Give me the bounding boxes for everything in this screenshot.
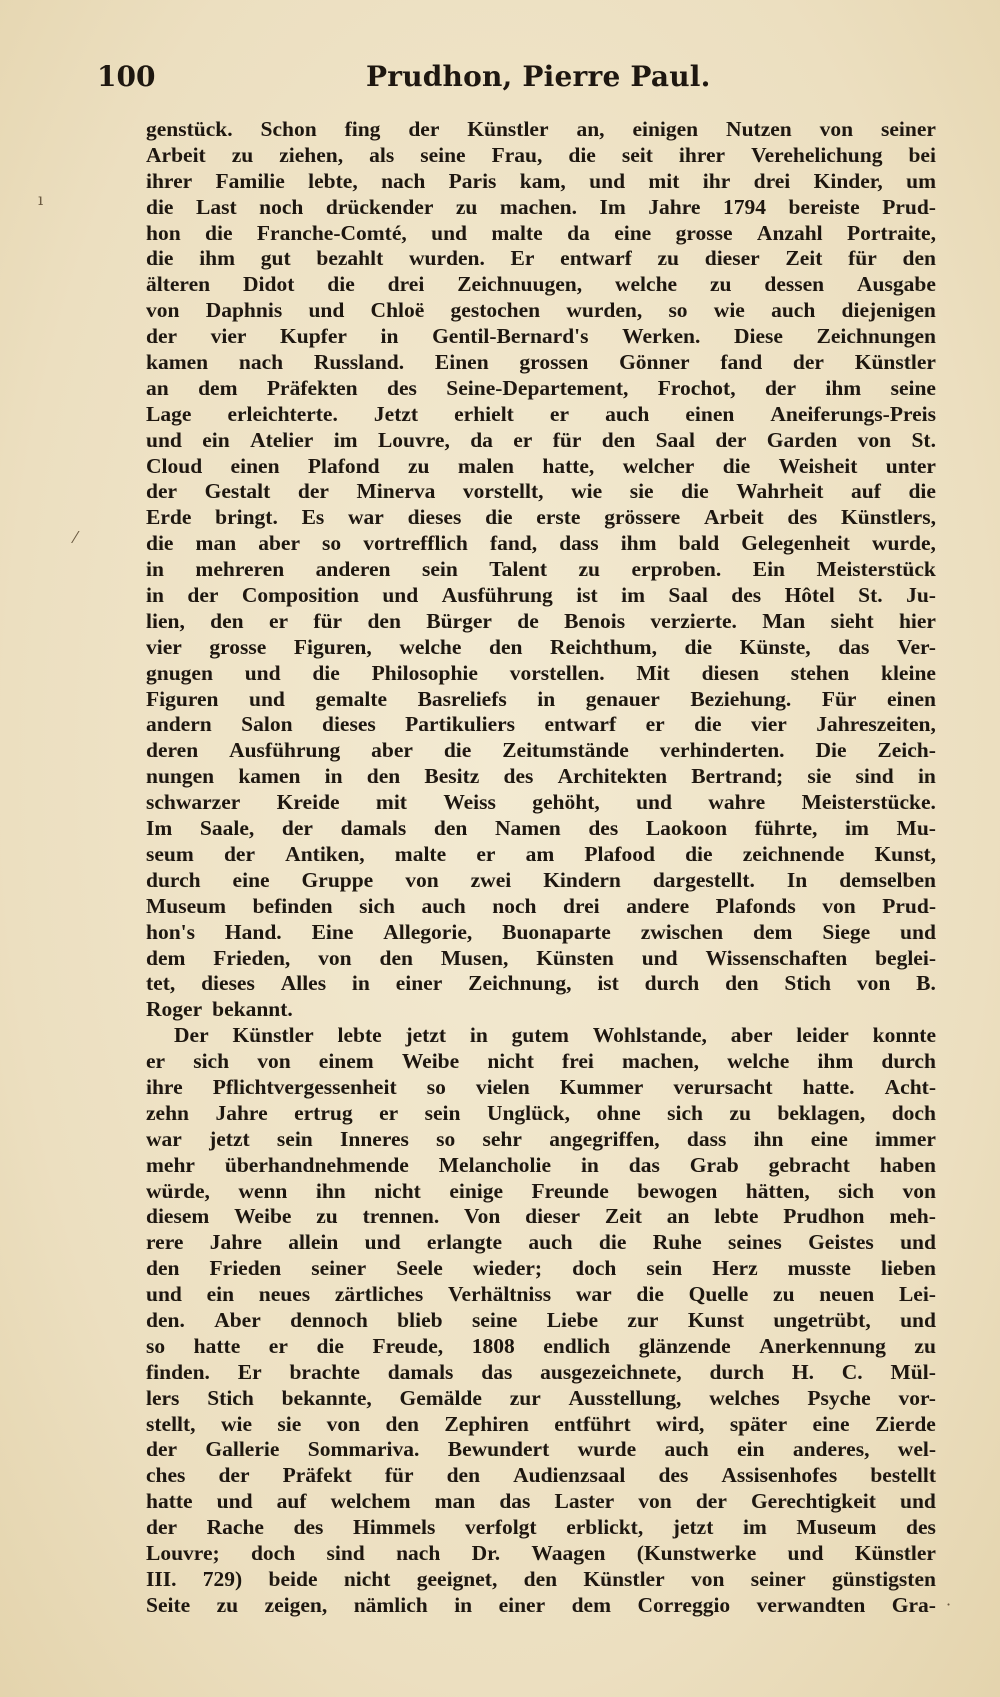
body-text <box>146 117 936 1619</box>
text-line: lers Stich bekannte, Gemälde zur Ausstellung, welches Psyche vor- <box>146 1385 936 1410</box>
text-line: in der Composition und Ausführung ist im Saal des Hôtel St. Ju- <box>146 583 936 608</box>
running-head: Prudhon, Pierre Paul. <box>366 60 711 93</box>
text-line: durch eine Gruppe von zwei Kindern dargestellt. In demselben <box>146 867 936 892</box>
text-line: Museum befinden sich auch noch drei andere Plafonds von Prud- <box>146 893 936 918</box>
text-line: III. 729) beide nicht geeignet, den Künstler von seiner günstigsten <box>146 1566 936 1591</box>
text-line: Figuren und gemalte Basreliefs in genauer Beziehung. Für einen <box>146 686 936 711</box>
text-line: der vier Kupfer in Gentil-Bernard's Werken. Diese Zeichnungen <box>146 324 936 349</box>
text-line: rere Jahre allein und erlangte auch die Ruhe seines Geistes und <box>146 1230 936 1255</box>
text-line: lien, den er für den Bürger de Benois verzierte. Man sieht hier <box>146 608 936 633</box>
text-line: tet, dieses Alles in einer Zeichnung, ist durch den Stich von B. <box>146 971 936 996</box>
text-line: die ihm gut bezahlt wurden. Er entwarf zu dieser Zeit für den <box>146 246 936 271</box>
text-line: gnugen und die Philosophie vorstellen. Mit diesen stehen kleine <box>146 660 936 685</box>
text-line: nungen kamen in den Besitz des Architekten Bertrand; sie sind in <box>146 764 936 789</box>
text-line: Seite zu zeigen, nämlich in einer dem Correggio verwandten Gra- <box>146 1592 936 1617</box>
text-line: andern Salon dieses Partikuliers entwarf er die vier Jahreszeiten, <box>146 712 936 737</box>
text-line: zehn Jahre ertrug er sein Unglück, ohne sich zu beklagen, doch <box>146 1100 936 1125</box>
text-line: und ein neues zärtliches Verhältniss war die Quelle zu neuen Lei- <box>146 1282 936 1307</box>
text-line: die man aber so vortrefflich fand, dass ihm bald Gelegenheit wurde, <box>146 531 936 556</box>
text-line: Roger bekannt. <box>146 997 293 1022</box>
text-line: so hatte er die Freude, 1808 endlich glänzende Anerkennung zu <box>146 1333 936 1358</box>
margin-mark: · <box>946 1595 952 1614</box>
text-line: ihrer Familie lebte, nach Paris kam, und mit ihr drei Kinder, um <box>146 168 936 193</box>
text-line: war jetzt sein Inneres so sehr angegriffen, dass ihn eine immer <box>146 1126 936 1151</box>
text-line: Cloud einen Plafond zu malen hatte, welcher die Weisheit unter <box>146 453 936 478</box>
text-line: hon die Franche-Comté, und malte da eine grosse Anzahl Portraite, <box>146 220 936 245</box>
text-line: Im Saale, der damals den Namen des Laokoon führte, im Mu- <box>146 816 936 841</box>
text-line: von Daphnis und Chloë gestochen wurden, so wie auch diejenigen <box>146 298 936 323</box>
text-line: deren Ausführung aber die Zeitumstände verhinderten. Die Zeich- <box>146 738 936 763</box>
text-line: Louvre; doch sind nach Dr. Waagen (Kunstwerke und Künstler <box>146 1540 936 1565</box>
margin-mark: ı <box>38 190 44 209</box>
text-line: schwarzer Kreide mit Weiss gehöht, und wahre Meisterstücke. <box>146 790 936 815</box>
text-line: Arbeit zu ziehen, als seine Frau, die seit ihrer Verehelichung bei <box>146 142 936 167</box>
text-line: er sich von einem Weibe nicht frei machen, welche ihm durch <box>146 1049 936 1074</box>
text-line: den Frieden seiner Seele wieder; doch sein Herz musste lieben <box>146 1256 936 1281</box>
text-line: seum der Antiken, malte er am Plafood die zeichnende Kunst, <box>146 841 936 866</box>
text-line: der Rache des Himmels verfolgt erblickt, jetzt im Museum des <box>146 1515 936 1540</box>
text-line: Lage erleichterte. Jetzt erhielt er auch einen Aneiferungs-Preis <box>146 401 936 426</box>
page-header <box>97 60 935 100</box>
text-line: hatte und auf welchem man das Laster von der Gerechtigkeit und <box>146 1489 936 1514</box>
text-line: in mehreren anderen sein Talent zu erproben. Ein Meisterstück <box>146 557 936 582</box>
text-line: ihre Pflichtvergessenheit so vielen Kummer verursacht hatte. Acht- <box>146 1074 936 1099</box>
text-line: genstück. Schon fing der Künstler an, einigen Nutzen von seiner <box>146 117 936 141</box>
text-line: vier grosse Figuren, welche den Reichthum, die Künste, das Ver- <box>146 634 936 659</box>
text-line: der Gestalt der Minerva vorstellt, wie sie die Wahrheit auf die <box>146 479 936 504</box>
text-line: hon's Hand. Eine Allegorie, Buonaparte zwischen dem Siege und <box>146 919 936 944</box>
text-line: Erde bringt. Es war dieses die erste grössere Arbeit des Künstlers, <box>146 505 936 530</box>
page-number: 100 <box>97 60 156 93</box>
text-line: ches der Präfekt für den Audienzsaal des Assisenhofes bestellt <box>146 1463 936 1488</box>
text-line: diesem Weibe zu trennen. Von dieser Zeit an lebte Prudhon meh- <box>146 1204 936 1229</box>
text-line: stellt, wie sie von den Zephiren entführt wird, später eine Zierde <box>146 1411 936 1436</box>
text-line: würde, wenn ihn nicht einige Freunde bewogen hätten, sich von <box>146 1178 936 1203</box>
text-line: kamen nach Russland. Einen grossen Gönner fand der Künstler <box>146 350 936 375</box>
text-line: den. Aber dennoch blieb seine Liebe zur Kunst ungetrübt, und <box>146 1307 936 1332</box>
text-line: die Last noch drückender zu machen. Im Jahre 1794 bereiste Prud- <box>146 194 936 219</box>
text-line: an dem Präfekten des Seine-Departement, Frochot, der ihm seine <box>146 375 936 400</box>
text-line: der Gallerie Sommariva. Bewundert wurde auch ein anderes, wel- <box>146 1437 936 1462</box>
text-line: dem Frieden, von den Musen, Künsten und Wissenschaften beglei- <box>146 945 936 970</box>
text-line: älteren Didot die drei Zeichnuugen, welche zu dessen Ausgabe <box>146 272 936 297</box>
text-line: finden. Er brachte damals das ausgezeichnete, durch H. C. Mül- <box>146 1359 936 1384</box>
margin-mark: ⁄ <box>74 528 77 547</box>
text-line: Der Künstler lebte jetzt in gutem Wohlstande, aber leider konnte <box>174 1023 936 1048</box>
text-line: mehr überhandnehmende Melancholie in das Grab gebracht haben <box>146 1152 936 1177</box>
text-line: und ein Atelier im Louvre, da er für den Saal der Garden von St. <box>146 427 936 452</box>
